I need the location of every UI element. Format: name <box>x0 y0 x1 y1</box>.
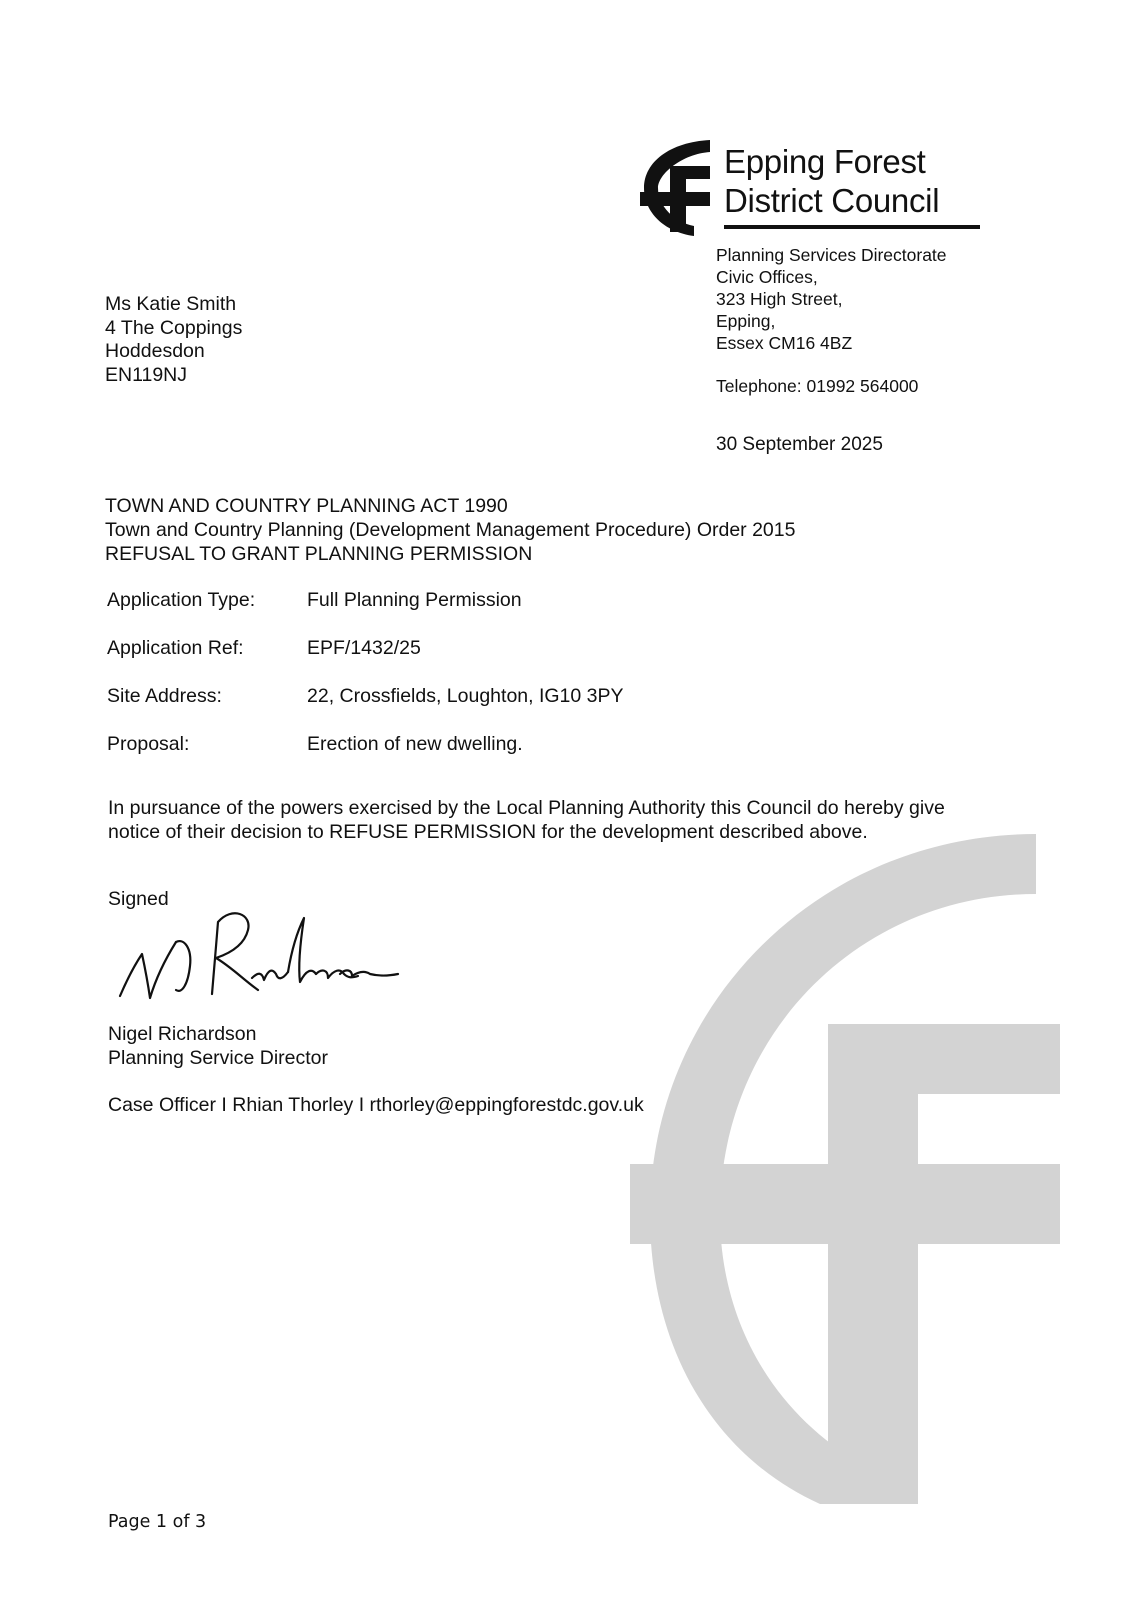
council-name <box>724 142 939 220</box>
decision-paragraph <box>108 796 945 844</box>
signatory-name: Nigel Richardson <box>108 1023 257 1045</box>
council-logo <box>640 140 980 236</box>
address-line: Planning Services Directorate <box>716 245 947 265</box>
recipient-line: Ms Katie Smith <box>105 293 237 315</box>
address-line: Essex CM16 4BZ <box>716 333 853 353</box>
council-name-line1: Epping Forest <box>724 143 926 180</box>
recipient-line: Hoddesdon <box>105 340 205 362</box>
ef-logo-icon <box>640 140 716 236</box>
logo-underline <box>724 225 980 229</box>
council-address <box>716 244 947 354</box>
signatory-title: Planning Service Director <box>108 1047 329 1069</box>
field-value: Full Planning Permission <box>307 589 522 611</box>
field-value: EPF/1432/25 <box>307 637 421 659</box>
recipient-line: 4 The Coppings <box>105 316 243 339</box>
heading-line: REFUSAL TO GRANT PLANNING PERMISSION <box>105 543 533 565</box>
field-label: Site Address: <box>107 685 222 707</box>
council-telephone: Telephone: 01992 564000 <box>716 376 919 396</box>
ef-watermark-icon <box>560 834 1060 1504</box>
address-line: 323 High Street, <box>716 289 843 309</box>
letter-date: 30 September 2025 <box>716 434 883 455</box>
field-value: Erection of new dwelling. <box>307 733 523 755</box>
address-line: Civic Offices, <box>716 267 818 287</box>
recipient-line: EN119NJ <box>105 363 188 386</box>
recipient-address <box>105 293 242 387</box>
decision-line: In pursuance of the powers exercised by the Local Planning Authority this Council do hereby give <box>108 797 945 819</box>
field-label: Application Ref: <box>107 637 244 659</box>
council-name-line2: District Council <box>724 182 940 219</box>
field-value: 22, Crossfields, Loughton, IG10 3PY <box>307 685 624 707</box>
signatory <box>108 1022 328 1070</box>
decision-line: notice of their decision to REFUSE PERMISSION for the development described above. <box>108 821 868 843</box>
letter-heading <box>105 494 795 566</box>
address-line: Epping, <box>716 311 776 331</box>
case-officer: Case Officer I Rhian Thorley I rthorley@eppingforestdc.gov.uk <box>108 1094 644 1116</box>
field-label: Proposal: <box>107 733 190 755</box>
field-label: Application Type: <box>107 589 256 611</box>
heading-line: TOWN AND COUNTRY PLANNING ACT 1990 <box>105 495 508 517</box>
signature-icon <box>112 908 402 1018</box>
page-number: Page 1 of 3 <box>108 1512 207 1532</box>
heading-line: Town and Country Planning (Development Management Procedure) Order 2015 <box>105 519 796 541</box>
signed-label: Signed <box>108 888 169 910</box>
